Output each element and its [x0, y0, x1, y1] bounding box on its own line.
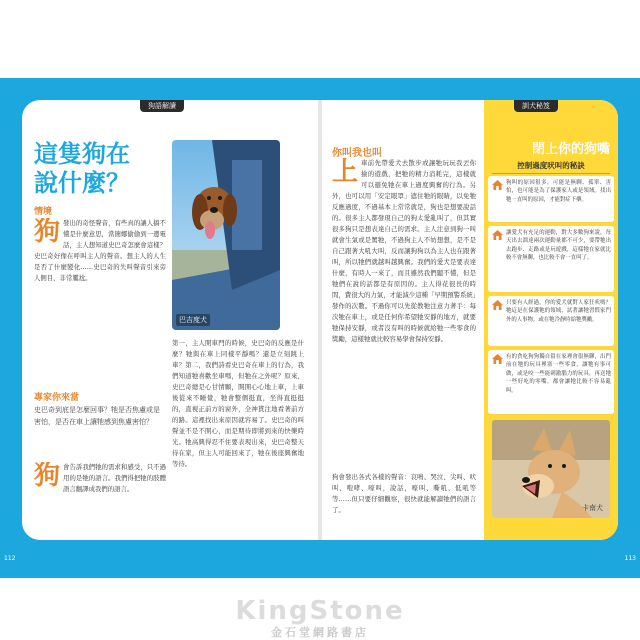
watermark-chinese: 金石堂網路書店	[271, 626, 369, 639]
article-body: 車前先帶愛犬去散步或讓牠玩玩我丟你撿的遊戲，把牠的精力消耗完，這樣就可以避免牠在車上過度興奮的行為。另外，也可以用「安定眼罩」遮住牠的眼睛，以免牠反應過度，不過基本上常常就是，狗也是想要說話的。很多主人都發現自己的狗太愛亂叫了，但其實很多狗只是想表達自己的需求。主人注意到狗一叫就會生氣或是罵牠，不過狗主人不妨想想，是不是自己跟著大吼大叫，反而讓狗狗以為主人也在跟著叫，所以牠們就越叫越興奮。我們的愛犬是要表達什麼，有時人一來了，而且雖然我們聽不懂，但是牠們在說的話都是有原因的。主人得花很長的時間，費很大的力氣，才能減少這種「早期預警系統」發作的次數。不過你可以先從教牠注意力著手：每次牠在車上，或是任何你希望牠安靜的地方，就要牠保持安靜，或者沒有叫的時候就給牠一些零食的獎勵，這樣牠就比較容易學會保持安靜。	[332, 159, 476, 343]
sidebar-subtitle: 控制過度吠叫的秘訣	[492, 160, 610, 174]
basset-hound-illustration	[172, 140, 280, 330]
article-text	[332, 158, 476, 468]
expert-question: 史巴奇到底是怎麼回事？牠是否焦慮或是害怕，是否在車上讓牠感到焦慮害怕？	[34, 406, 160, 426]
book-spread	[0, 78, 640, 578]
house-icon	[488, 176, 506, 222]
left-section-tab: 狗語解讀	[140, 100, 184, 112]
tip-item-3	[488, 296, 614, 346]
house-icon	[488, 226, 506, 292]
tip-item-4	[488, 350, 614, 414]
house-icon	[488, 350, 506, 414]
photo-caption: 巴吉度犬	[176, 314, 210, 326]
tip-text-4: 有的貪吃狗狗獨自留在家裡會很無聊，出門前在牠的玩具裡塞一些零食，讓牠有事可做，或是咬一些能刺激腦力的玩具，再送牠一些好吃的零嘴，都會讓牠比較不容易亂叫。	[506, 354, 611, 394]
page-headline	[34, 140, 174, 198]
article-dropcap: 上	[332, 158, 359, 187]
tip-item-1	[488, 176, 614, 222]
watermark-brand: KingStone	[235, 596, 405, 626]
sidebar-title: 閉上你的狗嘴	[531, 142, 610, 157]
left-column-text: 第一，主人開車門的時候，史巴奇的反應是什麼？牠與在車上同樣平靜嗎？還是立刻跳上車？第二，我們詩看史巴奇在車上的行為，我們知道牠喜歡坐車嗎，但牠在之外呢？原來，史巴奇總是心甘情願，開開心心地上車，上車後從來不睡覺，牠會整個挺直，坐得直挺挺的，直視正前方的窗外，全神貫注地看著前方的路。這裡找出來原因就容易了。史巴奇的叫聲並不是不開心，而是期待即將到來的快樂時光。牠高興得忍不住要表現出來，史巴奇整天待在家，但主人可能回來了，牠在後座興奮地等待。	[172, 339, 304, 468]
article-closing-text: 狗會發出各式各樣的聲音：哀鳴、哭泣、尖叫、吠叫、咆哮、嚎叫，說話，嚎叫、嘶吼、低吼等等……但只要仔細觀察，很快就能解讀牠們的語言了。	[332, 473, 476, 514]
expert-text	[34, 462, 166, 534]
expert-heading: 專家你來當	[34, 393, 80, 403]
situation-body: 發出的奇怪聲音，有些真的讓人搞不懂是什麼意思，當簡娜偷偷到一邊電話，主人想知道史巴奇怎麼會這樣？史巴奇好像在呼叫主人的聲音。想主人的人生是否了什麼變化……史巴奇的失叫聲音引來旁人側目，非常尷尬。	[34, 219, 166, 282]
left-page	[4, 100, 318, 562]
expert-body: 會告訴我們牠的需求和感受，只不過用的是牠的語言。我們得把牠的肢體語言翻譯成我們的語言。	[63, 463, 166, 493]
house-icon	[488, 296, 506, 346]
article-heading: 你叫我也叫	[332, 148, 382, 159]
right-page	[322, 100, 636, 562]
page-number-right: 113	[624, 555, 636, 562]
sidebar-photo-caption: 卡南犬	[582, 504, 603, 512]
tip-text-1: 狗叫的原因很多，可能是無聊、孤單、害怕，也可能是為了保護家人或是領域。找出牠一直叫的原因，才能對症下藥。	[506, 180, 611, 203]
situation-dropcap: 狗	[34, 218, 61, 247]
headline-line-1: 這隻狗在	[34, 140, 130, 168]
tip-text-3: 只要有人經過，你的愛犬就對人家狂吠嗎？牠這是在保護牠的領域，試著讓牠習慣家門外的人事物，或在牠冷靜時給牠獎勵。	[506, 300, 611, 323]
headline-line-2: 說什麼？	[34, 169, 130, 197]
tip-text-2: 讓愛犬有充足的運動，對大多數狗來說，每天出去溜達兩次運動量都不可少，要帶牠出去跑步、走路或是玩遊戲，這樣牠在家就比較不會無聊，也比較不會一直叫了。	[506, 230, 611, 262]
training-tips-sidebar	[484, 100, 618, 540]
canaan-dog-photo	[492, 420, 610, 518]
expert-dropcap: 狗	[34, 462, 61, 491]
page-number-left: 112	[4, 555, 16, 562]
situation-text	[34, 218, 166, 342]
right-section-tab: 訓犬秘笈	[514, 100, 558, 112]
situation-heading: 情境	[34, 207, 53, 217]
tip-item-2	[488, 226, 614, 292]
basset-hound-photo	[172, 140, 280, 330]
